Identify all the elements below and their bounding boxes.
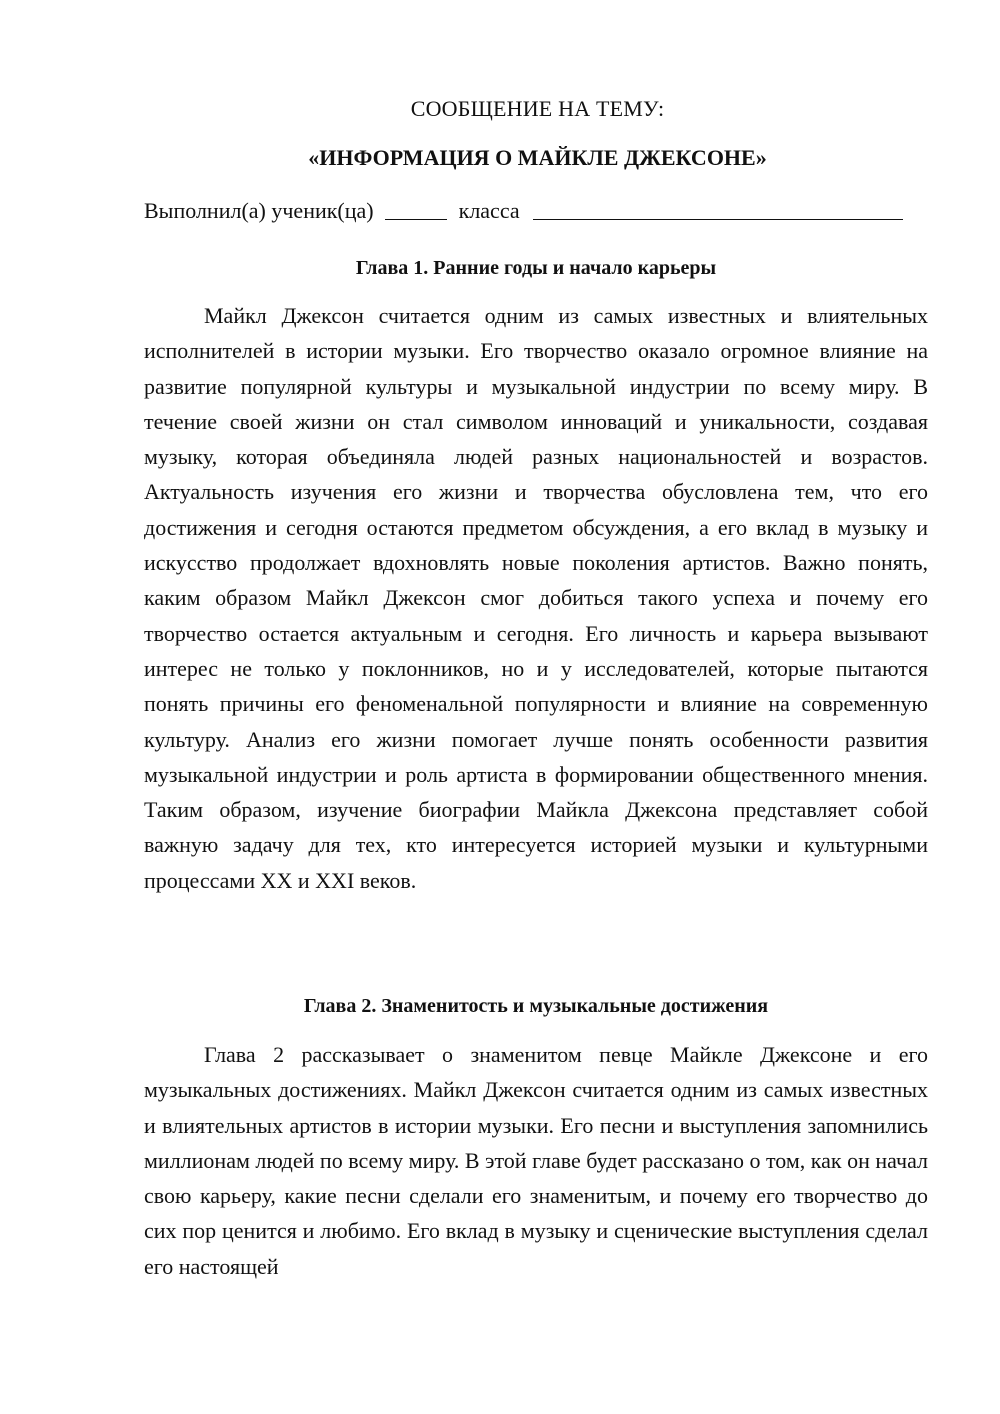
student-name-blank [533, 199, 903, 220]
chapter-2-paragraph: Глава 2 рассказывает о знаменитом певце Майкле Джексоне и его музыкальных достижениях. Майкл Джексон считается одним из самых известных и влиятельных артистов в истории музыки. Его песни и выступления запомнились миллионам людей по всему миру. В этой главе будет рассказано о том, как он начал свою карьеру, какие песни сделали его знаменитым, и почему его творчество до сих пор ценится и любимо. Его вклад в музыку и сценические выступления сделал его настоящей [144, 1042, 929, 1279]
chapter-2-title: Глава 2. Знаменитость и музыкальные достижения [303, 995, 769, 1017]
chapter-1-title: Глава 1. Ранние годы и начало карьеры [355, 257, 717, 279]
performed-by-label: Выполнил(а) ученик(ца) [144, 198, 374, 223]
author-line [144, 196, 903, 226]
document-heading-topic: СООБЩЕНИЕ НА ТЕМУ: [410, 96, 665, 121]
class-label: класса [458, 198, 520, 223]
class-number-blank [385, 199, 447, 220]
document-heading-title: «ИНФОРМАЦИЯ О МАЙКЛЕ ДЖЕКСОНЕ» [308, 145, 767, 170]
chapter-1-paragraph: Майкл Джексон считается одним из самых известных и влиятельных исполнителей в истории музыки. Его творчество оказало огромное влияние на развитие популярной культуры и музыкальной индустрии по всему миру. В течение своей жизни он стал символом инноваций и уникальности, создавая музыку, которая объединяла людей разных национальностей и возрастов. Актуальность изучения его жизни и творчества обусловлена тем, что его достижения и сегодня остаются предметом обсуждения, а его вклад в музыку и искусство продолжает вдохновлять новые поколения артистов. Важно понять, каким образом Майкл Джексон смог добиться такого успеха и почему его творчество остается актуальным и сегодня. Его личность и карьера вызывают интерес не только у поклонников, но и у исследователей, которые пытаются понять причины его феноменальной популярности и влияние на современную культуру. Анализ его жизни помогает лучше понять особенности развития музыкальной индустрии и роль артиста в формировании общественного мнения. Таким образом, изучение биографии Майкла Джексона представляет собой важную задачу для тех, кто интересуется историей музыки и культурными процессами XX и XXI веков. [144, 303, 928, 893]
